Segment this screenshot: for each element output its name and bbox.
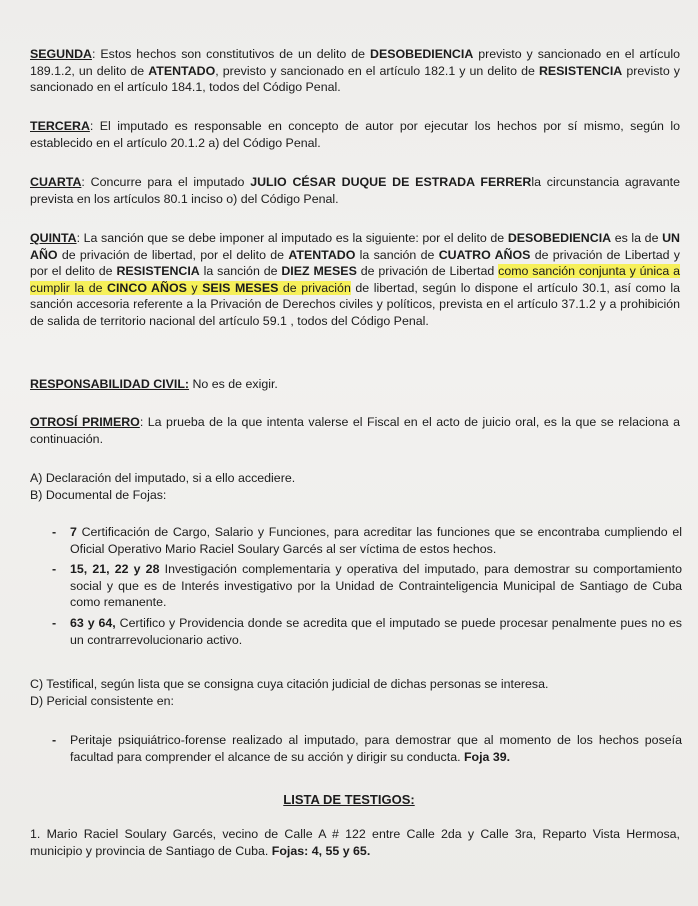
- cuarta-label: CUARTA: [30, 175, 82, 189]
- list-item: - 63 y 64, Certifico y Providencia donde se acredita que el imputado se puede procesar penalmente pues no es un contrarrevolucionario activo.: [52, 615, 682, 647]
- list-item-a: A) Declaración del imputado, si a ello accediere.: [30, 471, 296, 485]
- paragraph-tercera: TERCERA: El imputado es responsable en concepto de autor por ejecutar los hechos por sí mismo, según lo establecido en el artículo 20.1.2 a) del Código Penal.: [30, 119, 680, 150]
- list-item-d: D) Pericial consistente en:: [30, 693, 174, 708]
- responsabilidad-label: RESPONSABILIDAD CIVIL:: [30, 377, 190, 391]
- evidence-list: [30, 470, 680, 503]
- list-item-b: B) Documental de Fojas:: [30, 487, 167, 502]
- documental-list: [52, 524, 682, 652]
- list-item: - 15, 21, 22 y 28 Investigación complementaria y operativa del imputado, para demostrar su comportamiento social y que es de Interés investigativo por la Unidad de Contrainteligencia Municipal de Santiago de Cuba como remanente.: [52, 562, 682, 610]
- witness-list-title: LISTA DE TESTIGOS:: [283, 792, 415, 807]
- list-item-c: C) Testifical, según lista que se consigna cuya citación judicial de dichas personas se interesa.: [30, 677, 549, 691]
- paragraph-quinta: QUINTA: La sanción que se debe imponer al imputado es la siguiente: por el delito de DESOBEDIENCIA es la de UN AÑO de privación de libertad, por el delito de ATENTADO la sanción de CUATRO AÑOS de privación de Libertad y por el delito de RESISTENCIA la sanción de DIEZ MESES de privación de Libertad como sanción conjunta y única a cumplir la de CINCO AÑOS y SEIS MESES de privación de libertad, según lo dispone el artículo 30.1, así como la sanción accesoria referente a la Privación de Derechos civiles y políticos, prevista en el artículo 37.1.2 y a prohibición de salida de territorio nacional del artículo 59.1 , todos del Código Penal.: [30, 231, 681, 328]
- highlighted-sentence: como sanción conjunta y única a cumplir la de CINCO AÑOS y SEIS MESES de privación: [30, 264, 681, 295]
- quinta-label: QUINTA: [30, 231, 77, 245]
- otrosi-label: OTROSÍ PRIMERO: [30, 415, 140, 429]
- witness-entry: 1. Mario Raciel Soulary Garcés, vecino de Calle A # 122 entre Calle 2da y Calle 3ra, Reparto Vista Hermosa, municipio y provincia de Santiago de Cuba. Fojas: 4, 55 y 65.: [30, 827, 680, 858]
- paragraph-otrosi: OTROSÍ PRIMERO: La prueba de la que intenta valerse el Fiscal en el acto de juicio oral, es la que se relaciona a continuación.: [30, 415, 680, 446]
- segunda-label: SEGUNDA: [30, 47, 92, 61]
- pericial-list: [52, 732, 682, 769]
- paragraph-segunda: SEGUNDA: Estos hechos son constitutivos de un delito de DESOBEDIENCIA previsto y sancionado en el artículo 189.1.2, un delito de ATENTADO, previsto y sancionado en el artículo 182.1 y un delito de RESISTENCIA previsto y sancionado en el artículo 184.1, todos del Código Penal.: [30, 47, 680, 95]
- list-item: - Peritaje psiquiátrico-forense realizado al imputado, para demostrar que al momento de los hechos poseía facultad para comprender el alcance de su acción y dirigir su conducta. Foja 39.: [52, 733, 682, 764]
- tercera-label: TERCERA: [30, 119, 90, 133]
- evidence-list-2: [30, 676, 680, 709]
- paragraph-cuarta: CUARTA: Concurre para el imputado JULIO CÉSAR DUQUE DE ESTRADA FERRERla circunstancia agravante prevista en los artículos 80.1 inciso o) del Código Penal.: [30, 175, 681, 206]
- paragraph-responsabilidad: RESPONSABILIDAD CIVIL: No es de exigir.: [30, 377, 278, 391]
- list-item: - 7 Certificación de Cargo, Salario y Funciones, para acreditar las funciones que se encontraba cumpliendo el Oficial Operativo Mario Raciel Soulary Garcés al ser víctima de estos hechos.: [52, 525, 682, 556]
